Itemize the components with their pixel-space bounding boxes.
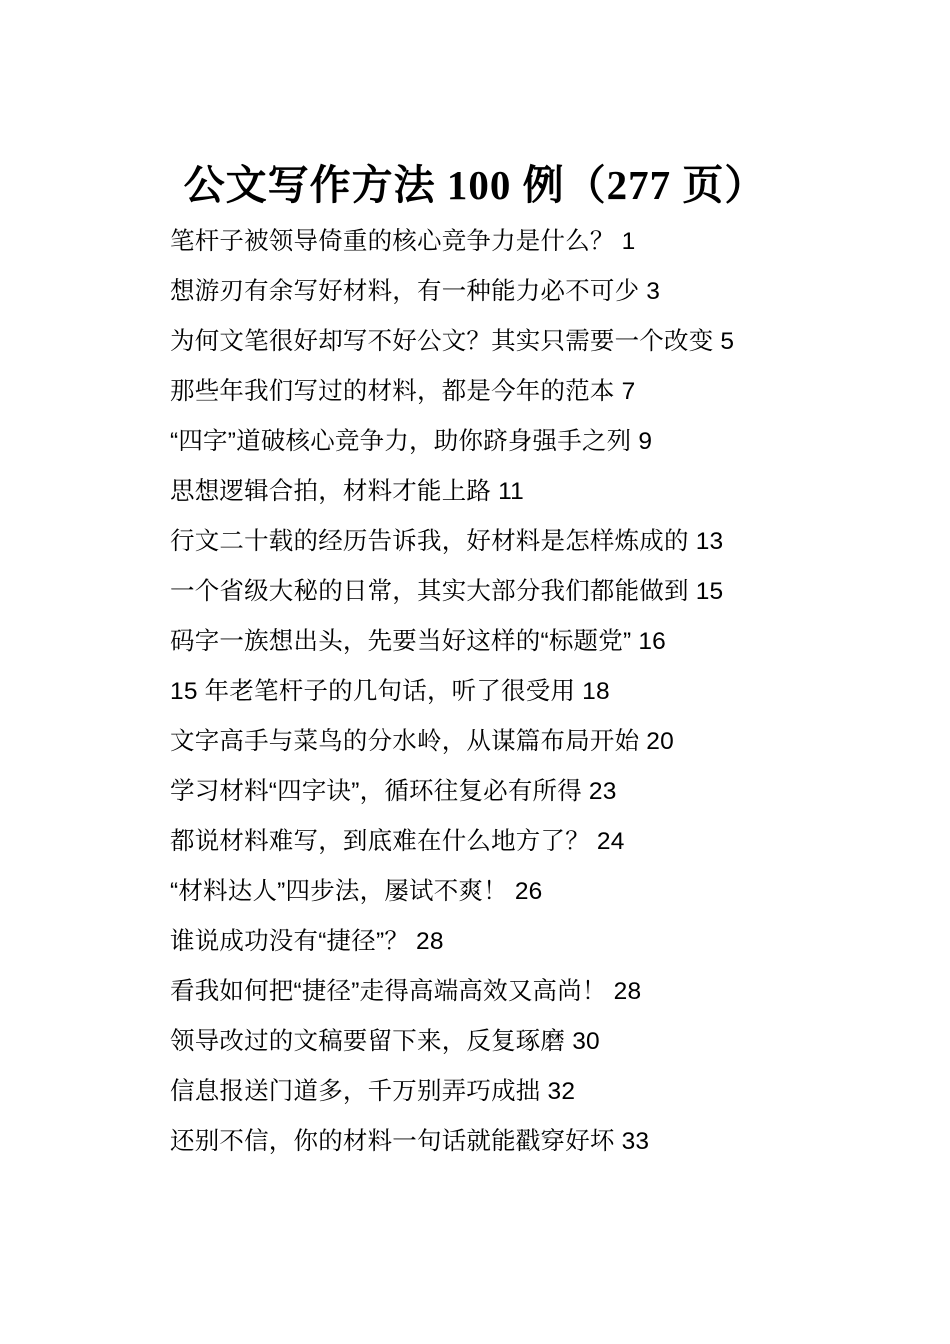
table-of-contents — [170, 217, 780, 1167]
page-title: 公文写作方法 100 例（277 页） — [183, 162, 767, 208]
toc-entry[interactable]: 文字高手与菜鸟的分水岭，从谋篇布局开始 20 — [170, 728, 674, 756]
toc-entry[interactable]: 笔杆子被领导倚重的核心竞争力是什么？ 1 — [170, 228, 636, 256]
toc-entry[interactable]: 15 年老笔杆子的几句话，听了很受用 18 — [170, 678, 610, 706]
toc-entry[interactable]: 一个省级大秘的日常，其实大部分我们都能做到 15 — [170, 578, 724, 606]
toc-entry[interactable]: “四字”道破核心竞争力，助你跻身强手之列 9 — [170, 428, 653, 456]
toc-entry[interactable]: 都说材料难写，到底难在什么地方了？ 24 — [170, 828, 625, 856]
toc-entry[interactable]: 学习材料“四字诀”，循环往复必有所得 23 — [170, 778, 617, 806]
toc-entry[interactable]: 那些年我们写过的材料，都是今年的范本 7 — [170, 378, 636, 406]
toc-entry[interactable]: 看我如何把“捷径”走得高端高效又高尚！ 28 — [170, 978, 642, 1006]
toc-entry[interactable]: 码字一族想出头，先要当好这样的“标题党” 16 — [170, 628, 666, 656]
toc-entry[interactable]: “材料达人”四步法，屡试不爽！ 26 — [170, 878, 543, 906]
toc-entry[interactable]: 思想逻辑合拍，材料才能上路 11 — [170, 478, 524, 506]
toc-entry[interactable]: 想游刃有余写好材料，有一种能力必不可少 3 — [170, 278, 661, 306]
toc-entry[interactable]: 还别不信，你的材料一句话就能戳穿好坏 33 — [170, 1128, 650, 1156]
toc-entry[interactable]: 信息报送门道多，千万别弄巧成拙 32 — [170, 1078, 576, 1106]
toc-entry[interactable]: 领导改过的文稿要留下来，反复琢磨 30 — [170, 1028, 600, 1056]
toc-entry[interactable]: 为何文笔很好却写不好公文？其实只需要一个改变 5 — [170, 328, 735, 356]
toc-entry[interactable]: 行文二十载的经历告诉我，好材料是怎样炼成的 13 — [170, 528, 724, 556]
toc-entry[interactable]: 谁说成功没有“捷径”？ 28 — [170, 928, 444, 956]
